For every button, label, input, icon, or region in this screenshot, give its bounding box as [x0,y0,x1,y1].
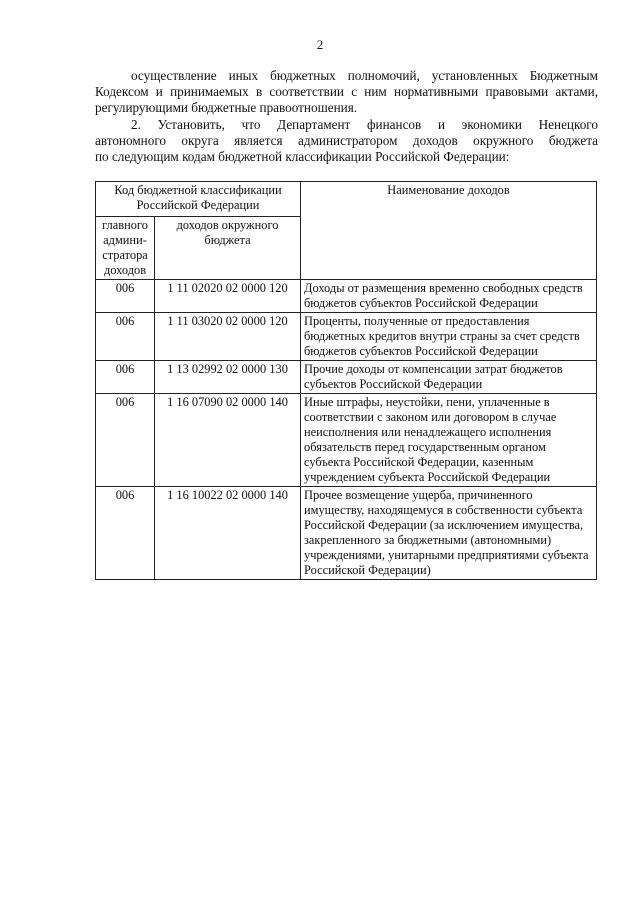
income-name-cell: Прочее возмещение ущерба, причиненного имуществу, находящемуся в собственности субъекта Российской Федерации (за исключением имущества, закрепленного за бюджетными (автономными) учреждениями, унитарными предприятиями субъекта Российской Федерации) [301,487,597,580]
table-row [96,361,597,394]
paragraph-line: автономного округа является администратором доходов окружного бюджета [95,133,598,148]
paragraph-budget-powers [95,68,598,116]
admin-code-cell: 006 [96,313,155,361]
table-row [96,487,597,580]
budget-classification-table [95,181,597,580]
income-code-cell: 1 11 02020 02 0000 120 [155,280,301,313]
income-code-cell: 1 13 02992 02 0000 130 [155,361,301,394]
paragraph-line: по следующим кодам бюджетной классификации Российской Федерации: [95,149,510,164]
paragraph-establish-administrator [95,117,598,165]
paragraph-line: Кодексом и принимаемых в соответствии с ним нормативными правовыми актами, [95,84,598,99]
income-name-cell: Иные штрафы, неустойки, пени, уплаченные в соответствии с законом или договором в случае неисполнения или ненадлежащего исполнения обязательств перед государственным органом субъекта Российской Федерации, казенным учреждением субъекта Российской Федерации [301,394,597,487]
paragraph-line: 2. Установить, что Департамент финансов и экономики Ненецкого [131,117,598,132]
income-name-cell: Прочие доходы от компенсации затрат бюджетов субъектов Российской Федерации [301,361,597,394]
admin-code-cell: 006 [96,361,155,394]
table-row [96,394,597,487]
admin-code-cell: 006 [96,394,155,487]
table-header-row [96,182,597,217]
page-number: 2 [316,37,324,52]
header-chief-administrator: главного админи-стратора доходов [96,217,155,280]
header-district-budget-income: доходов окружного бюджета [155,217,301,280]
income-name-cell: Доходы от размещения временно свободных средств бюджетов субъектов Российской Федерации [301,280,597,313]
income-name-cell: Проценты, полученные от предоставления бюджетных кредитов внутри страны за счет средств бюджетов субъектов Российской Федерации [301,313,597,361]
income-code-cell: 1 16 07090 02 0000 140 [155,394,301,487]
admin-code-cell: 006 [96,487,155,580]
paragraph-line: осуществление иных бюджетных полномочий, установленных Бюджетным [131,68,598,83]
table-row [96,280,597,313]
admin-code-cell: 006 [96,280,155,313]
paragraph-line: регулирующими бюджетные правоотношения. [95,100,358,115]
income-code-cell: 1 16 10022 02 0000 140 [155,487,301,580]
income-code-cell: 1 11 03020 02 0000 120 [155,313,301,361]
header-classification-code: Код бюджетной классификации Российской Федерации [96,182,301,217]
table-row [96,313,597,361]
header-income-name: Наименование доходов [301,182,597,280]
